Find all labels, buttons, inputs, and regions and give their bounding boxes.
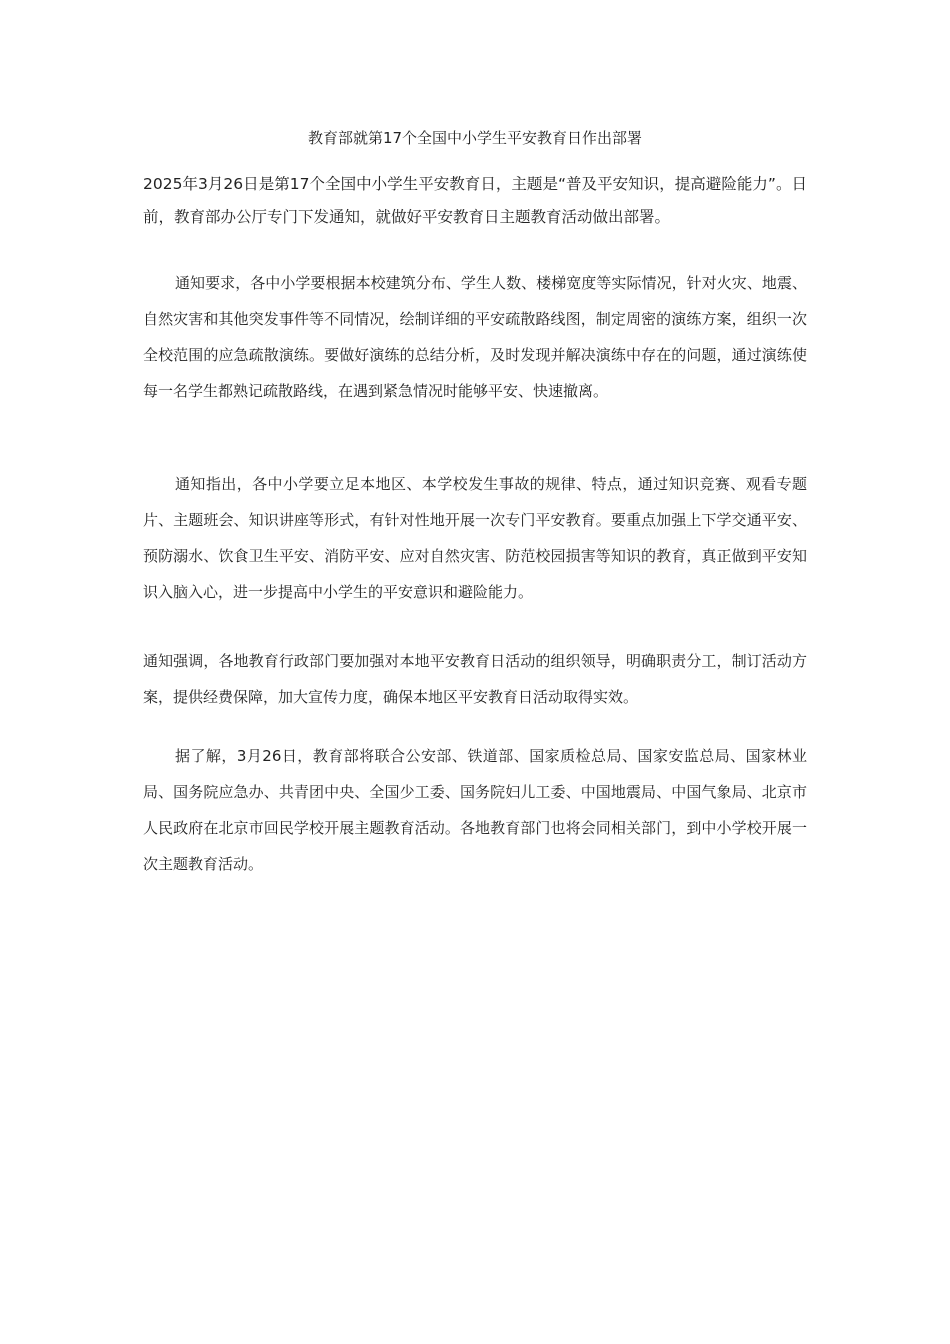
paragraph-intro: 2025年3月26日是第17个全国中小学生平安教育日，主题是“普及平安知识，提高避险能力”。日前，教育部办公厅专门下发通知，就做好平安教育日主题教育活动做出部署。	[143, 175, 807, 226]
paragraph-activities: 据了解，3月26日，教育部将联合公安部、铁道部、国家质检总局、国家安监总局、国家林业局、国务院应急办、共青团中央、全国少工委、国务院妇儿工委、中国地震局、中国气象局、北京市人民政府在北京市回民学校开展主题教育活动。各地教育部门也将会同相关部门，到中小学校开展一次主题教育活动。	[143, 747, 807, 873]
paragraph-emphasis: 通知强调，各地教育行政部门要加强对本地平安教育日活动的组织领导，明确职责分工，制订活动方案，提供经费保障，加大宣传力度，确保本地区平安教育日活动取得实效。	[143, 652, 807, 706]
paragraph-requirements: 通知要求，各中小学要根据本校建筑分布、学生人数、楼梯宽度等实际情况，针对火灾、地震、自然灾害和其他突发事件等不同情况，绘制详细的平安疏散路线图，制定周密的演练方案，组织一次全校范围的应急疏散演练。要做好演练的总结分析，及时发现并解决演练中存在的问题，通过演练使每一名学生都熟记疏散路线，在遇到紧急情况时能够平安、快速撤离。	[143, 274, 807, 400]
paragraph-instructions: 通知指出，各中小学要立足本地区、本学校发生事故的规律、特点，通过知识竞赛、观看专题片、主题班会、知识讲座等形式，有针对性地开展一次专门平安教育。要重点加强上下学交通平安、预防溺水、饮食卫生平安、消防平安、应对自然灾害、防范校园损害等知识的教育，真正做到平安知识入脑入心，进一步提高中小学生的平安意识和避险能力。	[143, 475, 807, 601]
document-title: 教育部就第17个全国中小学生平安教育日作出部署	[307, 129, 643, 147]
